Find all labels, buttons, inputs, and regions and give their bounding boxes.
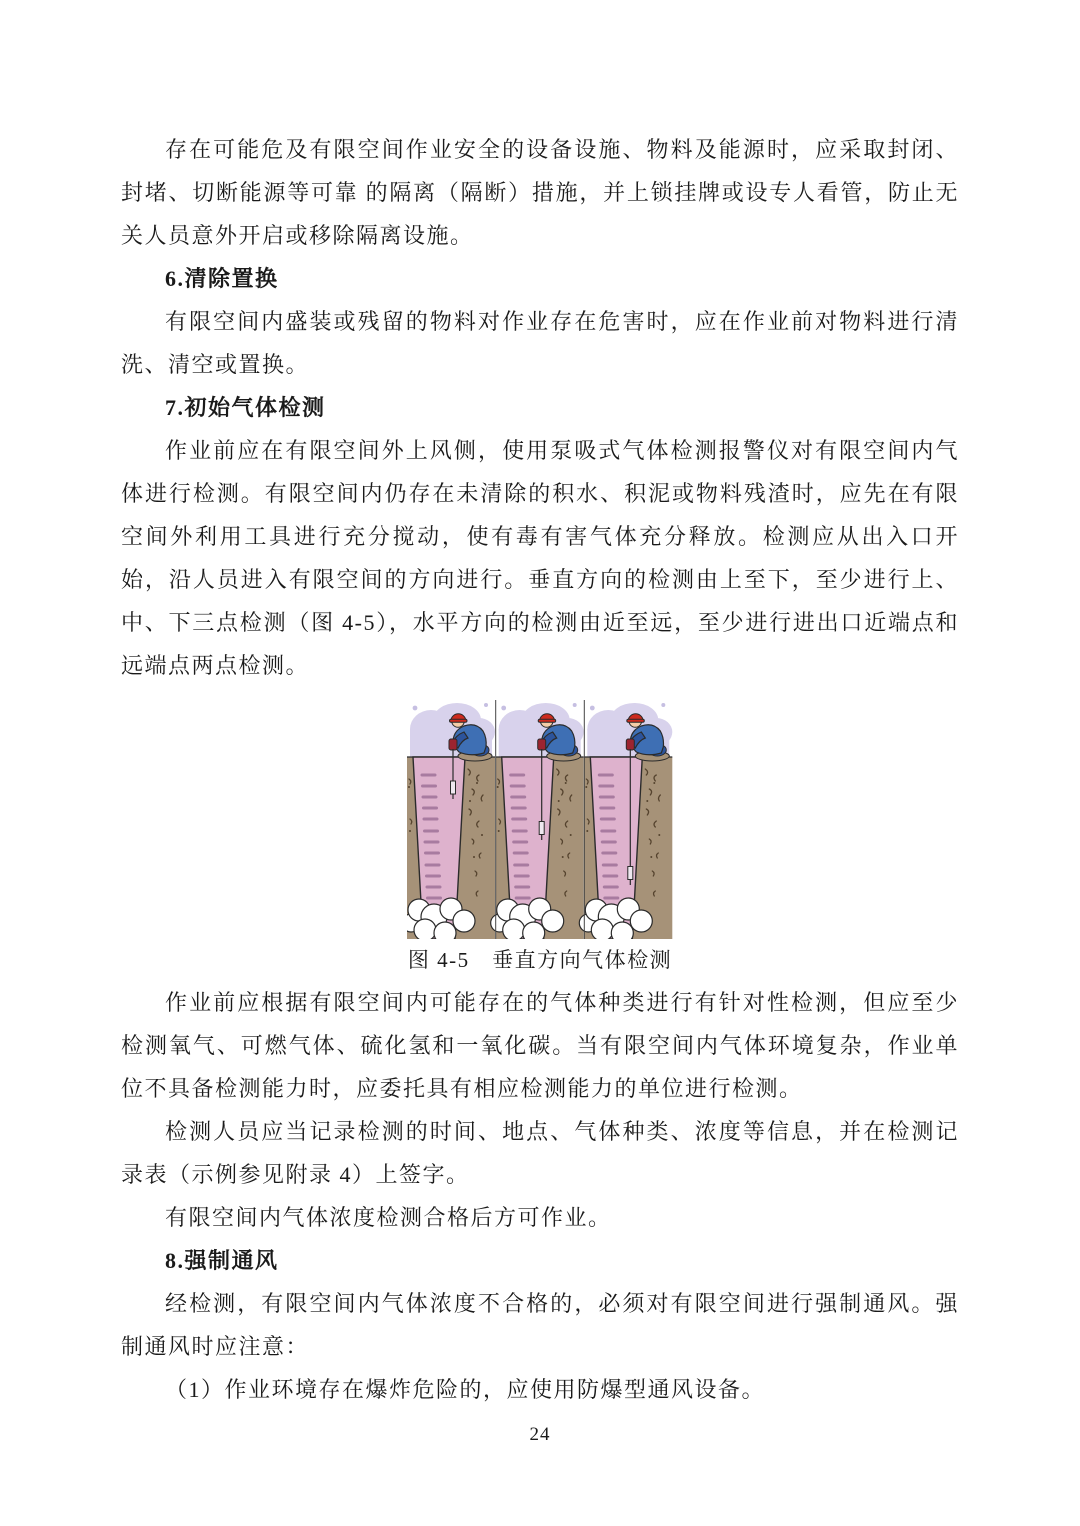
heading-6-clearing-replacement: 6.清除置换 — [165, 266, 279, 291]
figure-4-5 — [121, 695, 959, 981]
paragraph-explosion-proof-equipment: （1）作业环境存在爆炸危险的，应使用防爆型通风设备。 — [165, 1377, 766, 1402]
page-number: 24 — [529, 1424, 551, 1445]
paragraph-initial-gas-detection: 作业前应在有限空间外上风侧，使用泵吸式气体检测报警仪对有限空间内气体进行检测。有限空间内仍存在未清除的积水、积泥或物料残渣时，应先在有限空间外利用工具进行充分搅动，使有毒有害气体充分释放。检测应从出入口开始，沿人员进入有限空间的方向进行。垂直方向的检测由上至下，至少进行上、中、下三点检测（图 4-5），水平方向的检测由近至远，至少进行进出口近端点和远端点两点检测。 — [121, 438, 959, 678]
panel-middle-point-detection — [491, 703, 584, 939]
figure-caption: 图 4-5 垂直方向气体检测 — [407, 948, 673, 972]
panel-bottom-point-detection — [579, 703, 672, 939]
heading-7-initial-gas-detection: 7.初始气体检测 — [165, 395, 326, 420]
heading-8-forced-ventilation: 8.强制通风 — [165, 1248, 279, 1273]
document-body — [121, 128, 959, 1411]
gas-probe-icon — [628, 867, 633, 880]
paragraph-forced-ventilation: 经检测，有限空间内气体浓度不合格的，必须对有限空间进行强制通风。强制通风时应注意： — [121, 1291, 959, 1359]
gas-probe-icon — [451, 781, 456, 794]
paragraph-isolation-measures: 存在可能危及有限空间作业安全的设备设施、物料及能源时，应采取封闭、封堵、切断能源等可靠 的隔离（隔断）措施，并上锁挂牌或设专人看管，防止无关人员意外开启或移除隔离设施。 — [121, 137, 959, 248]
paragraph-qualified-before-work: 有限空间内气体浓度检测合格后方可作业。 — [165, 1205, 612, 1230]
gas-probe-icon — [539, 822, 544, 835]
panel-top-point-detection — [407, 703, 495, 939]
paragraph-targeted-detection: 作业前应根据有限空间内可能存在的气体种类进行有针对性检测，但应至少检测氧气、可燃气体、硫化氢和一氧化碳。当有限空间内气体环境复杂，作业单位不具备检测能力时，应委托具有相应检测能力的单位进行检测。 — [121, 990, 959, 1101]
paragraph-record-signing: 检测人员应当记录检测的时间、地点、气体种类、浓度等信息，并在检测记录表（示例参见附录 4）上签字。 — [121, 1119, 959, 1187]
paragraph-clearing-replacement: 有限空间内盛装或残留的物料对作业存在危害时，应在作业前对物料进行清洗、清空或置换。 — [121, 309, 959, 377]
vertical-gas-detection-illustration — [407, 695, 673, 939]
